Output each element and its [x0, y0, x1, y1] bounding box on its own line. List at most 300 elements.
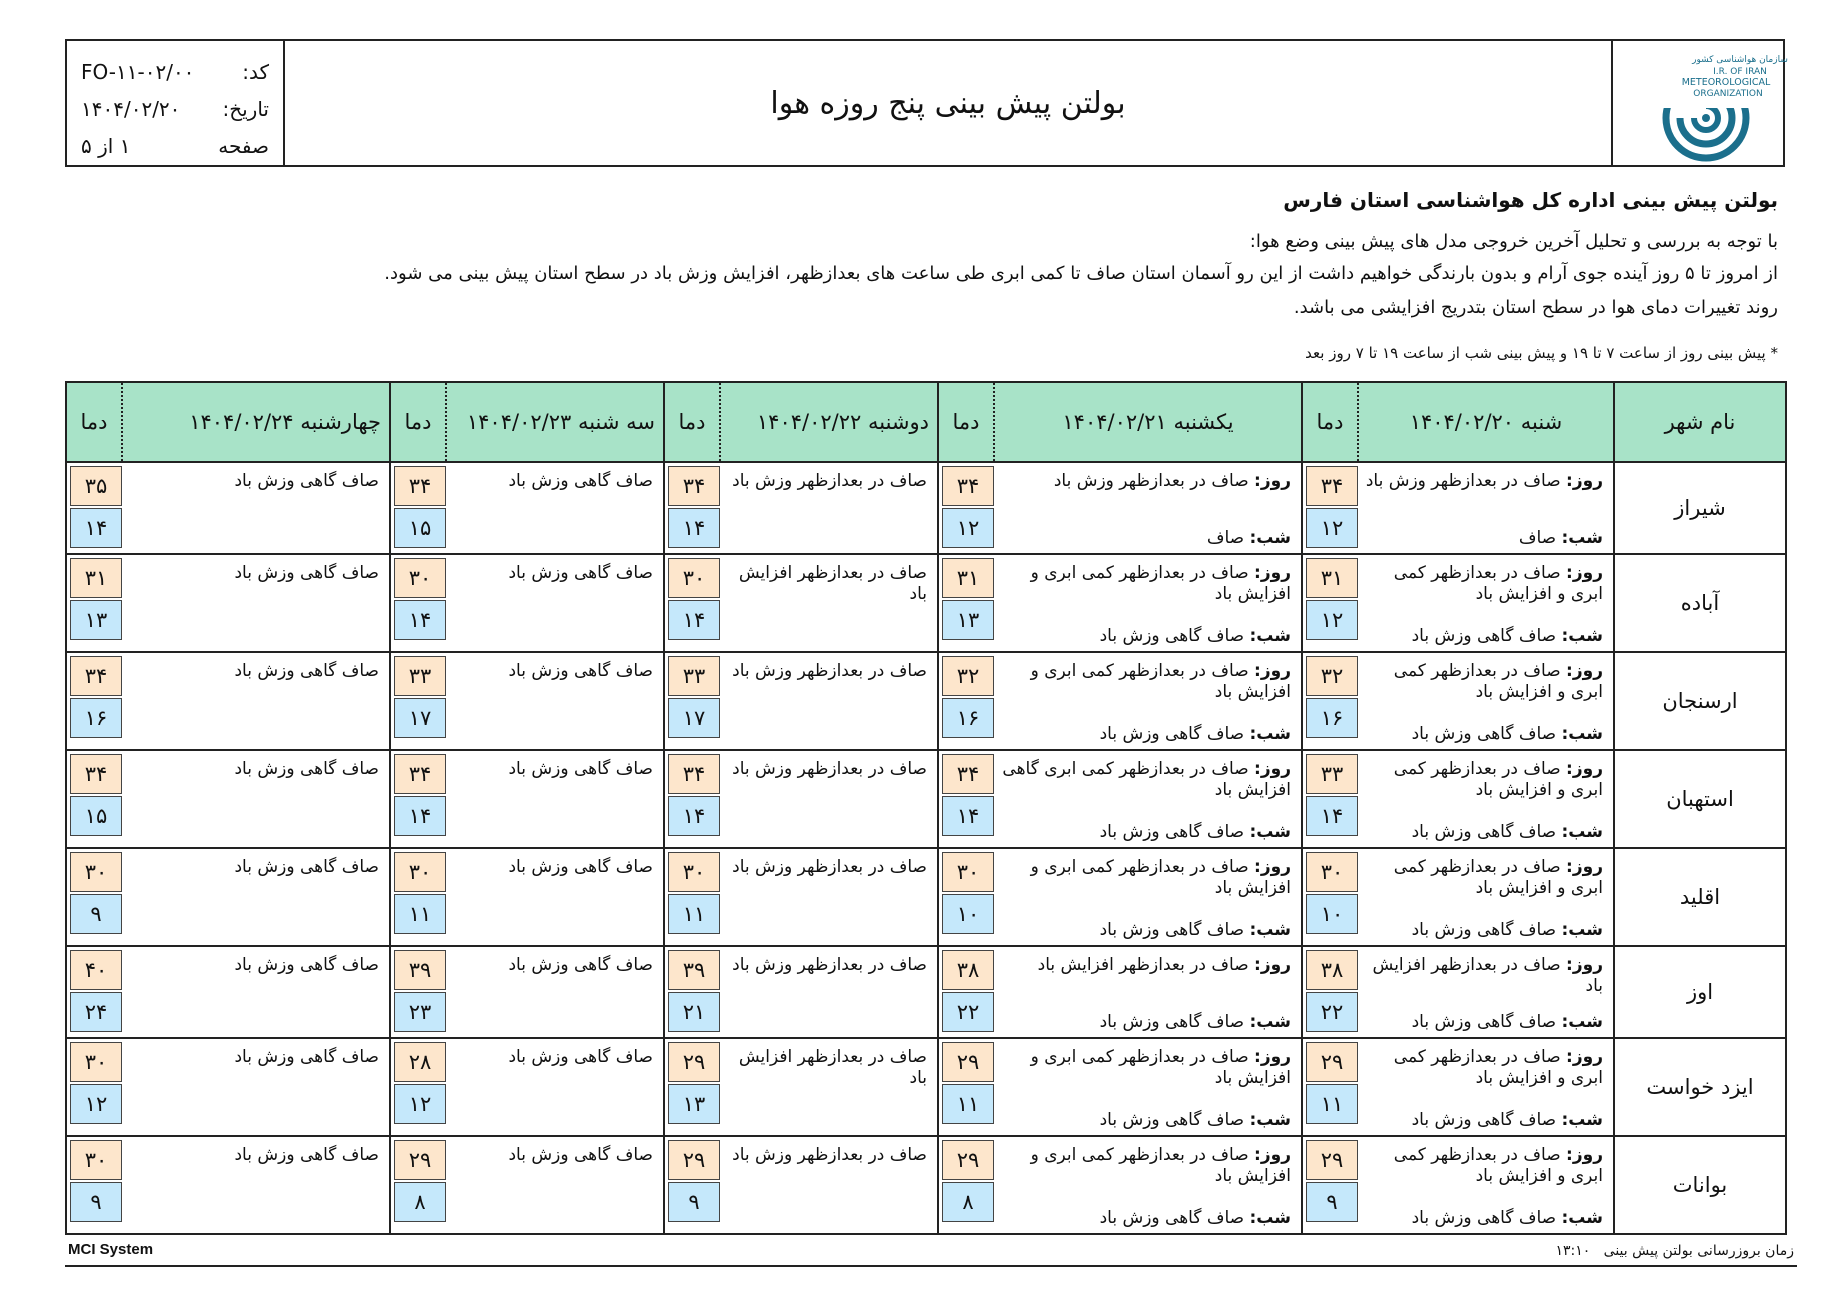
forecast-time-note: * پیش بینی روز از ساعت ۷ تا ۱۹ و پیش بینی شب از ساعت ۱۹ تا ۷ روز بعد — [1305, 344, 1778, 362]
date-label: تاریخ: — [222, 96, 269, 121]
min-temp: ۱۳ — [668, 1084, 720, 1124]
max-temp: ۳۸ — [1306, 950, 1358, 990]
min-temp: ۱۶ — [1306, 698, 1358, 738]
day-forecast: صاف در بعدازظهر کمی ابری و افزایش باد — [1393, 759, 1603, 800]
min-temp: ۲۲ — [1306, 992, 1358, 1032]
day-label: روز: — [1254, 661, 1291, 681]
day-label: روز: — [1566, 759, 1603, 779]
night-forecast: صاف گاهی وزش باد — [1099, 1110, 1245, 1130]
day-3-header: دوشنبه ۱۴۰۴/۰۲/۲۲ — [720, 382, 938, 462]
max-temp: ۳۳ — [668, 656, 720, 696]
max-temp: ۳۰ — [70, 1042, 122, 1082]
bulletin-heading: بولتن پیش بینی اداره کل هواشناسی استان فارس — [1283, 188, 1778, 212]
footer-update — [1556, 1243, 1795, 1259]
day-forecast: صاف در بعدازظهر کمی ابری و افزایش باد — [1030, 563, 1291, 604]
night-label: شب: — [1249, 528, 1291, 548]
forecast-cell — [720, 1136, 938, 1234]
day-label: روز: — [1254, 759, 1291, 779]
night-forecast: صاف گاهی وزش باد — [1099, 1208, 1245, 1228]
forecast-cell — [994, 554, 1302, 652]
forecast-text: صاف گاهی وزش باد — [234, 471, 379, 491]
day-forecast: صاف در بعدازظهر کمی ابری و افزایش باد — [1393, 1047, 1603, 1088]
max-temp: ۳۱ — [942, 558, 994, 598]
forecast-cell — [720, 946, 938, 1038]
max-temp: ۳۰ — [70, 1140, 122, 1180]
day-1-header: شنبه ۱۴۰۴/۰۲/۲۰ — [1358, 382, 1614, 462]
min-temp: ۱۴ — [668, 600, 720, 640]
max-temp: ۳۰ — [668, 558, 720, 598]
temp-cell — [1302, 554, 1358, 652]
max-temp: ۳۸ — [942, 950, 994, 990]
temp-cell — [1302, 652, 1358, 750]
day-forecast: صاف در بعدازظهر کمی ابری و افزایش باد — [1393, 1145, 1603, 1186]
temp-cell — [66, 462, 122, 554]
forecast-cell — [446, 652, 664, 750]
forecast-text: صاف گاهی وزش باد — [234, 1047, 379, 1067]
min-temp: ۱۱ — [942, 1084, 994, 1124]
city-name: آباده — [1614, 554, 1786, 652]
temp-cell — [938, 1136, 994, 1234]
forecast-text: صاف گاهی وزش باد — [508, 1047, 653, 1067]
meteorological-organization-logo-icon — [1628, 44, 1788, 162]
day-forecast: صاف در بعدازظهر کمی ابری و افزایش باد — [1030, 1145, 1291, 1186]
min-temp: ۲۴ — [70, 992, 122, 1032]
forecast-cell — [720, 652, 938, 750]
min-temp: ۲۱ — [668, 992, 720, 1032]
max-temp: ۳۴ — [942, 466, 994, 506]
forecast-text: صاف گاهی وزش باد — [508, 955, 653, 975]
max-temp: ۳۴ — [394, 466, 446, 506]
night-label: شب: — [1561, 920, 1603, 940]
forecast-cell — [446, 946, 664, 1038]
night-label: شب: — [1561, 724, 1603, 744]
table-row — [66, 652, 1786, 750]
max-temp: ۲۹ — [668, 1140, 720, 1180]
temp-cell — [1302, 848, 1358, 946]
forecast-cell — [446, 1136, 664, 1234]
temp-cell — [66, 1038, 122, 1136]
night-forecast: صاف گاهی وزش باد — [1411, 1110, 1557, 1130]
min-temp: ۲۲ — [942, 992, 994, 1032]
table-row — [66, 554, 1786, 652]
temp-cell — [66, 652, 122, 750]
temp-cell — [938, 652, 994, 750]
day-label: روز: — [1566, 563, 1603, 583]
forecast-text: صاف گاهی وزش باد — [234, 759, 379, 779]
temp-cell — [938, 462, 994, 554]
forecast-text: صاف گاهی وزش باد — [508, 759, 653, 779]
min-temp: ۱۷ — [668, 698, 720, 738]
max-temp: ۳۱ — [70, 558, 122, 598]
night-forecast: صاف گاهی وزش باد — [1411, 1208, 1557, 1228]
min-temp: ۱۴ — [394, 600, 446, 640]
footer-divider — [65, 1265, 1797, 1267]
night-forecast: صاف — [1206, 528, 1245, 548]
min-temp: ۱۴ — [70, 508, 122, 548]
min-temp: ۱۲ — [942, 508, 994, 548]
min-temp: ۱۴ — [1306, 796, 1358, 836]
forecast-text: صاف در بعدازظهر افزایش باد — [738, 1047, 927, 1088]
temp-cell — [390, 652, 446, 750]
day-forecast: صاف در بعدازظهر کمی ابری و افزایش باد — [1393, 563, 1603, 604]
forecast-text: صاف گاهی وزش باد — [234, 857, 379, 877]
min-temp: ۱۴ — [668, 796, 720, 836]
forecast-text: صاف در بعدازظهر وزش باد — [732, 955, 927, 975]
min-temp: ۱۰ — [942, 894, 994, 934]
temp-header: دما — [1302, 382, 1358, 462]
temp-cell — [390, 462, 446, 554]
forecast-text: صاف در بعدازظهر وزش باد — [732, 471, 927, 491]
min-temp: ۸ — [394, 1182, 446, 1222]
day-forecast: صاف در بعدازظهر کمی ابری گاهی افزایش باد — [1002, 759, 1291, 800]
temp-cell — [938, 848, 994, 946]
forecast-text: صاف گاهی وزش باد — [508, 1145, 653, 1165]
table-row — [66, 848, 1786, 946]
max-temp: ۲۹ — [394, 1140, 446, 1180]
forecast-cell — [720, 750, 938, 848]
forecast-text: صاف گاهی وزش باد — [508, 857, 653, 877]
max-temp: ۳۹ — [394, 950, 446, 990]
forecast-cell — [720, 462, 938, 554]
max-temp: ۳۹ — [668, 950, 720, 990]
max-temp: ۳۴ — [70, 656, 122, 696]
night-label: شب: — [1249, 626, 1291, 646]
night-label: شب: — [1561, 1110, 1603, 1130]
forecast-cell — [122, 462, 390, 554]
max-temp: ۳۴ — [668, 466, 720, 506]
min-temp: ۱۵ — [70, 796, 122, 836]
max-temp: ۲۸ — [394, 1042, 446, 1082]
temp-header: دما — [390, 382, 446, 462]
day-2-header: یکشنبه ۱۴۰۴/۰۲/۲۱ — [994, 382, 1302, 462]
night-forecast: صاف گاهی وزش باد — [1099, 1012, 1245, 1032]
logo — [1611, 41, 1788, 165]
temp-cell — [66, 750, 122, 848]
max-temp: ۲۹ — [668, 1042, 720, 1082]
forecast-cell — [122, 1136, 390, 1234]
min-temp: ۹ — [70, 894, 122, 934]
forecast-cell — [446, 1038, 664, 1136]
city-name: ایزد خواست — [1614, 1038, 1786, 1136]
city-name: اوز — [1614, 946, 1786, 1038]
intro-line-2: از امروز تا ۵ روز آینده جوی آرام و بدون بارندگی خواهیم داشت از این رو آسمان استان صاف تا کمی ابری طی ساعت های بعدازظهر، افزایش وزش باد در سطح استان پیش بینی می شود. — [384, 263, 1778, 284]
day-forecast: صاف در بعدازظهر کمی ابری و افزایش باد — [1030, 661, 1291, 702]
forecast-cell — [122, 554, 390, 652]
forecast-cell — [122, 848, 390, 946]
forecast-text: صاف گاهی وزش باد — [234, 563, 379, 583]
night-label: شب: — [1561, 822, 1603, 842]
temp-cell — [390, 554, 446, 652]
temp-cell — [664, 462, 720, 554]
night-forecast: صاف گاهی وزش باد — [1411, 822, 1557, 842]
forecast-cell — [994, 652, 1302, 750]
max-temp: ۳۰ — [668, 852, 720, 892]
page-value: ۱ از ۵ — [81, 133, 131, 158]
forecast-text: صاف گاهی وزش باد — [234, 1145, 379, 1165]
temp-cell — [1302, 1136, 1358, 1234]
forecast-cell — [994, 750, 1302, 848]
day-forecast: صاف در بعدازظهر کمی ابری و افزایش باد — [1393, 661, 1603, 702]
svg-text:I.R. OF IRAN: I.R. OF IRAN — [1713, 67, 1767, 77]
day-5-header: چهارشنبه ۱۴۰۴/۰۲/۲۴ — [122, 382, 390, 462]
forecast-cell — [1358, 1136, 1614, 1234]
intro-line-1: با توجه به بررسی و تحلیل آخرین خروجی مدل های پیش بینی وضع هوا: — [1249, 231, 1778, 252]
city-column-header: نام شهر — [1614, 382, 1786, 462]
forecast-cell — [994, 848, 1302, 946]
city-name: شیراز — [1614, 462, 1786, 554]
forecast-text: صاف در بعدازظهر وزش باد — [732, 759, 927, 779]
temp-cell — [664, 848, 720, 946]
max-temp: ۲۹ — [1306, 1042, 1358, 1082]
day-label: روز: — [1566, 471, 1603, 491]
bulletin-header — [65, 39, 1788, 167]
temp-cell — [938, 946, 994, 1038]
forecast-text: صاف گاهی وزش باد — [234, 955, 379, 975]
forecast-cell — [122, 1038, 390, 1136]
temp-cell — [938, 1038, 994, 1136]
footer-update-time: ۱۳:۱۰ — [1555, 1243, 1591, 1259]
footer-update-label: زمان بروزرسانی بولتن پیش بینی — [1603, 1243, 1794, 1259]
day-label: روز: — [1254, 471, 1291, 491]
forecast-cell — [994, 946, 1302, 1038]
max-temp: ۳۰ — [394, 852, 446, 892]
forecast-cell — [994, 1038, 1302, 1136]
intro-line-3: روند تغییرات دمای هوا در سطح استان بتدریج افزایشی می باشد. — [1293, 297, 1778, 318]
forecast-text: صاف در بعدازظهر وزش باد — [732, 1145, 927, 1165]
forecast-cell — [1358, 946, 1614, 1038]
page-label: صفحه — [218, 133, 269, 158]
day-label: روز: — [1254, 1047, 1291, 1067]
night-label: شب: — [1561, 1208, 1603, 1228]
max-temp: ۳۳ — [1306, 754, 1358, 794]
day-label: روز: — [1254, 1145, 1291, 1165]
table-row — [66, 1136, 1786, 1234]
temp-cell — [664, 946, 720, 1038]
max-temp: ۳۴ — [942, 754, 994, 794]
city-name: استهبان — [1614, 750, 1786, 848]
min-temp: ۹ — [668, 1182, 720, 1222]
temp-cell — [390, 1136, 446, 1234]
max-temp: ۳۴ — [668, 754, 720, 794]
temp-cell — [664, 554, 720, 652]
table-row — [66, 1038, 1786, 1136]
day-label: روز: — [1254, 955, 1291, 975]
min-temp: ۱۲ — [1306, 508, 1358, 548]
max-temp: ۳۴ — [394, 754, 446, 794]
night-label: شب: — [1561, 1012, 1603, 1032]
forecast-cell — [446, 462, 664, 554]
min-temp: ۱۳ — [942, 600, 994, 640]
temp-cell — [1302, 750, 1358, 848]
forecast-cell — [720, 554, 938, 652]
temp-cell — [390, 750, 446, 848]
min-temp: ۱۲ — [1306, 600, 1358, 640]
forecast-cell — [1358, 554, 1614, 652]
min-temp: ۲۳ — [394, 992, 446, 1032]
city-name: بوانات — [1614, 1136, 1786, 1234]
night-label: شب: — [1249, 920, 1291, 940]
forecast-cell — [122, 946, 390, 1038]
night-forecast: صاف گاهی وزش باد — [1099, 822, 1245, 842]
min-temp: ۱۱ — [394, 894, 446, 934]
day-forecast: صاف در بعدازظهر کمی ابری و افزایش باد — [1030, 1047, 1291, 1088]
day-label: روز: — [1566, 1145, 1603, 1165]
forecast-cell — [720, 1038, 938, 1136]
max-temp: ۳۰ — [1306, 852, 1358, 892]
day-forecast: صاف در بعدازظهر افزایش باد — [1372, 955, 1603, 996]
forecast-text: صاف در بعدازظهر وزش باد — [732, 661, 927, 681]
temp-cell — [390, 946, 446, 1038]
code-value: FO-۱۱-۰۲/۰۰ — [81, 59, 195, 84]
night-forecast: صاف گاهی وزش باد — [1411, 920, 1557, 940]
day-forecast: صاف در بعدازظهر کمی ابری و افزایش باد — [1393, 857, 1603, 898]
max-temp: ۲۹ — [1306, 1140, 1358, 1180]
max-temp: ۳۲ — [1306, 656, 1358, 696]
forecast-cell — [1358, 750, 1614, 848]
night-forecast: صاف گاهی وزش باد — [1411, 724, 1557, 744]
night-label: شب: — [1249, 1110, 1291, 1130]
forecast-cell — [1358, 652, 1614, 750]
min-temp: ۸ — [942, 1182, 994, 1222]
day-4-header: سه شنبه ۱۴۰۴/۰۲/۲۳ — [446, 382, 664, 462]
document-meta — [67, 41, 285, 165]
max-temp: ۳۴ — [70, 754, 122, 794]
forecast-text: صاف در بعدازظهر وزش باد — [732, 857, 927, 877]
forecast-cell — [1358, 1038, 1614, 1136]
min-temp: ۱۳ — [70, 600, 122, 640]
night-forecast: صاف — [1518, 528, 1557, 548]
min-temp: ۱۴ — [942, 796, 994, 836]
temp-cell — [938, 554, 994, 652]
forecast-cell — [1358, 848, 1614, 946]
max-temp: ۳۰ — [942, 852, 994, 892]
max-temp: ۳۵ — [70, 466, 122, 506]
temp-header: دما — [938, 382, 994, 462]
max-temp: ۲۹ — [942, 1042, 994, 1082]
temp-cell — [390, 848, 446, 946]
night-forecast: صاف گاهی وزش باد — [1099, 626, 1245, 646]
max-temp: ۲۹ — [942, 1140, 994, 1180]
forecast-table — [65, 381, 1787, 1235]
night-forecast: صاف گاهی وزش باد — [1411, 1012, 1557, 1032]
night-forecast: صاف گاهی وزش باد — [1099, 920, 1245, 940]
temp-cell — [66, 554, 122, 652]
temp-cell — [1302, 462, 1358, 554]
min-temp: ۱۴ — [394, 796, 446, 836]
temp-cell — [664, 1136, 720, 1234]
min-temp: ۱۴ — [668, 508, 720, 548]
temp-cell — [390, 1038, 446, 1136]
temp-cell — [664, 1038, 720, 1136]
day-forecast: صاف در بعدازظهر افزایش باد — [1037, 955, 1249, 975]
max-temp: ۳۴ — [1306, 466, 1358, 506]
temp-header: دما — [664, 382, 720, 462]
temp-cell — [1302, 1038, 1358, 1136]
max-temp: ۳۳ — [394, 656, 446, 696]
forecast-cell — [122, 652, 390, 750]
min-temp: ۱۵ — [394, 508, 446, 548]
forecast-cell — [446, 848, 664, 946]
svg-text:ORGANIZATION: ORGANIZATION — [1693, 89, 1763, 99]
page-title: بولتن پیش بینی پنج روزه هوا — [770, 85, 1126, 121]
table-row — [66, 462, 1786, 554]
temp-cell — [664, 652, 720, 750]
forecast-cell — [720, 848, 938, 946]
day-forecast: صاف در بعدازظهر کمی ابری و افزایش باد — [1030, 857, 1291, 898]
max-temp: ۳۱ — [1306, 558, 1358, 598]
temp-cell — [66, 946, 122, 1038]
table-header-row — [66, 382, 1786, 462]
footer-system: MCI System — [68, 1241, 154, 1258]
night-label: شب: — [1249, 724, 1291, 744]
forecast-text: صاف گاهی وزش باد — [508, 563, 653, 583]
min-temp: ۱۱ — [668, 894, 720, 934]
min-temp: ۱۶ — [70, 698, 122, 738]
forecast-cell — [122, 750, 390, 848]
svg-text:METEOROLOGICAL: METEOROLOGICAL — [1681, 77, 1771, 88]
forecast-cell — [1358, 462, 1614, 554]
code-label: کد: — [242, 59, 269, 84]
city-name: ارسنجان — [1614, 652, 1786, 750]
city-name: اقلید — [1614, 848, 1786, 946]
forecast-text: صاف گاهی وزش باد — [508, 471, 653, 491]
night-label: شب: — [1561, 528, 1603, 548]
night-forecast: صاف گاهی وزش باد — [1099, 724, 1245, 744]
forecast-text: صاف گاهی وزش باد — [508, 661, 653, 681]
date-value: ۱۴۰۴/۰۲/۲۰ — [81, 96, 181, 121]
day-label: روز: — [1566, 661, 1603, 681]
day-label: روز: — [1254, 563, 1291, 583]
temp-cell — [938, 750, 994, 848]
max-temp: ۴۰ — [70, 950, 122, 990]
night-forecast: صاف گاهی وزش باد — [1411, 626, 1557, 646]
night-label: شب: — [1249, 1208, 1291, 1228]
night-label: شب: — [1561, 626, 1603, 646]
forecast-cell — [446, 554, 664, 652]
forecast-cell — [446, 750, 664, 848]
min-temp: ۱۶ — [942, 698, 994, 738]
day-label: روز: — [1254, 857, 1291, 877]
temp-cell — [66, 1136, 122, 1234]
forecast-text: صاف گاهی وزش باد — [234, 661, 379, 681]
night-label: شب: — [1249, 1012, 1291, 1032]
temp-header: دما — [66, 382, 122, 462]
temp-cell — [664, 750, 720, 848]
night-label: شب: — [1249, 822, 1291, 842]
table-row — [66, 750, 1786, 848]
forecast-cell — [994, 1136, 1302, 1234]
min-temp: ۱۲ — [70, 1084, 122, 1124]
day-forecast: صاف در بعدازظهر وزش باد — [1053, 471, 1249, 491]
max-temp: ۳۰ — [394, 558, 446, 598]
min-temp: ۱۱ — [1306, 1084, 1358, 1124]
table-row — [66, 946, 1786, 1038]
temp-cell — [66, 848, 122, 946]
max-temp: ۳۲ — [942, 656, 994, 696]
forecast-cell — [994, 462, 1302, 554]
forecast-text: صاف در بعدازظهر افزایش باد — [738, 563, 927, 604]
min-temp: ۹ — [1306, 1182, 1358, 1222]
day-label: روز: — [1566, 857, 1603, 877]
min-temp: ۱۰ — [1306, 894, 1358, 934]
max-temp: ۳۰ — [70, 852, 122, 892]
day-label: روز: — [1566, 1047, 1603, 1067]
day-forecast: صاف در بعدازظهر وزش باد — [1365, 471, 1561, 491]
min-temp: ۱۲ — [394, 1084, 446, 1124]
svg-text:سازمان هواشناسی کشور: سازمان هواشناسی کشور — [1692, 55, 1788, 65]
min-temp: ۱۷ — [394, 698, 446, 738]
temp-cell — [1302, 946, 1358, 1038]
